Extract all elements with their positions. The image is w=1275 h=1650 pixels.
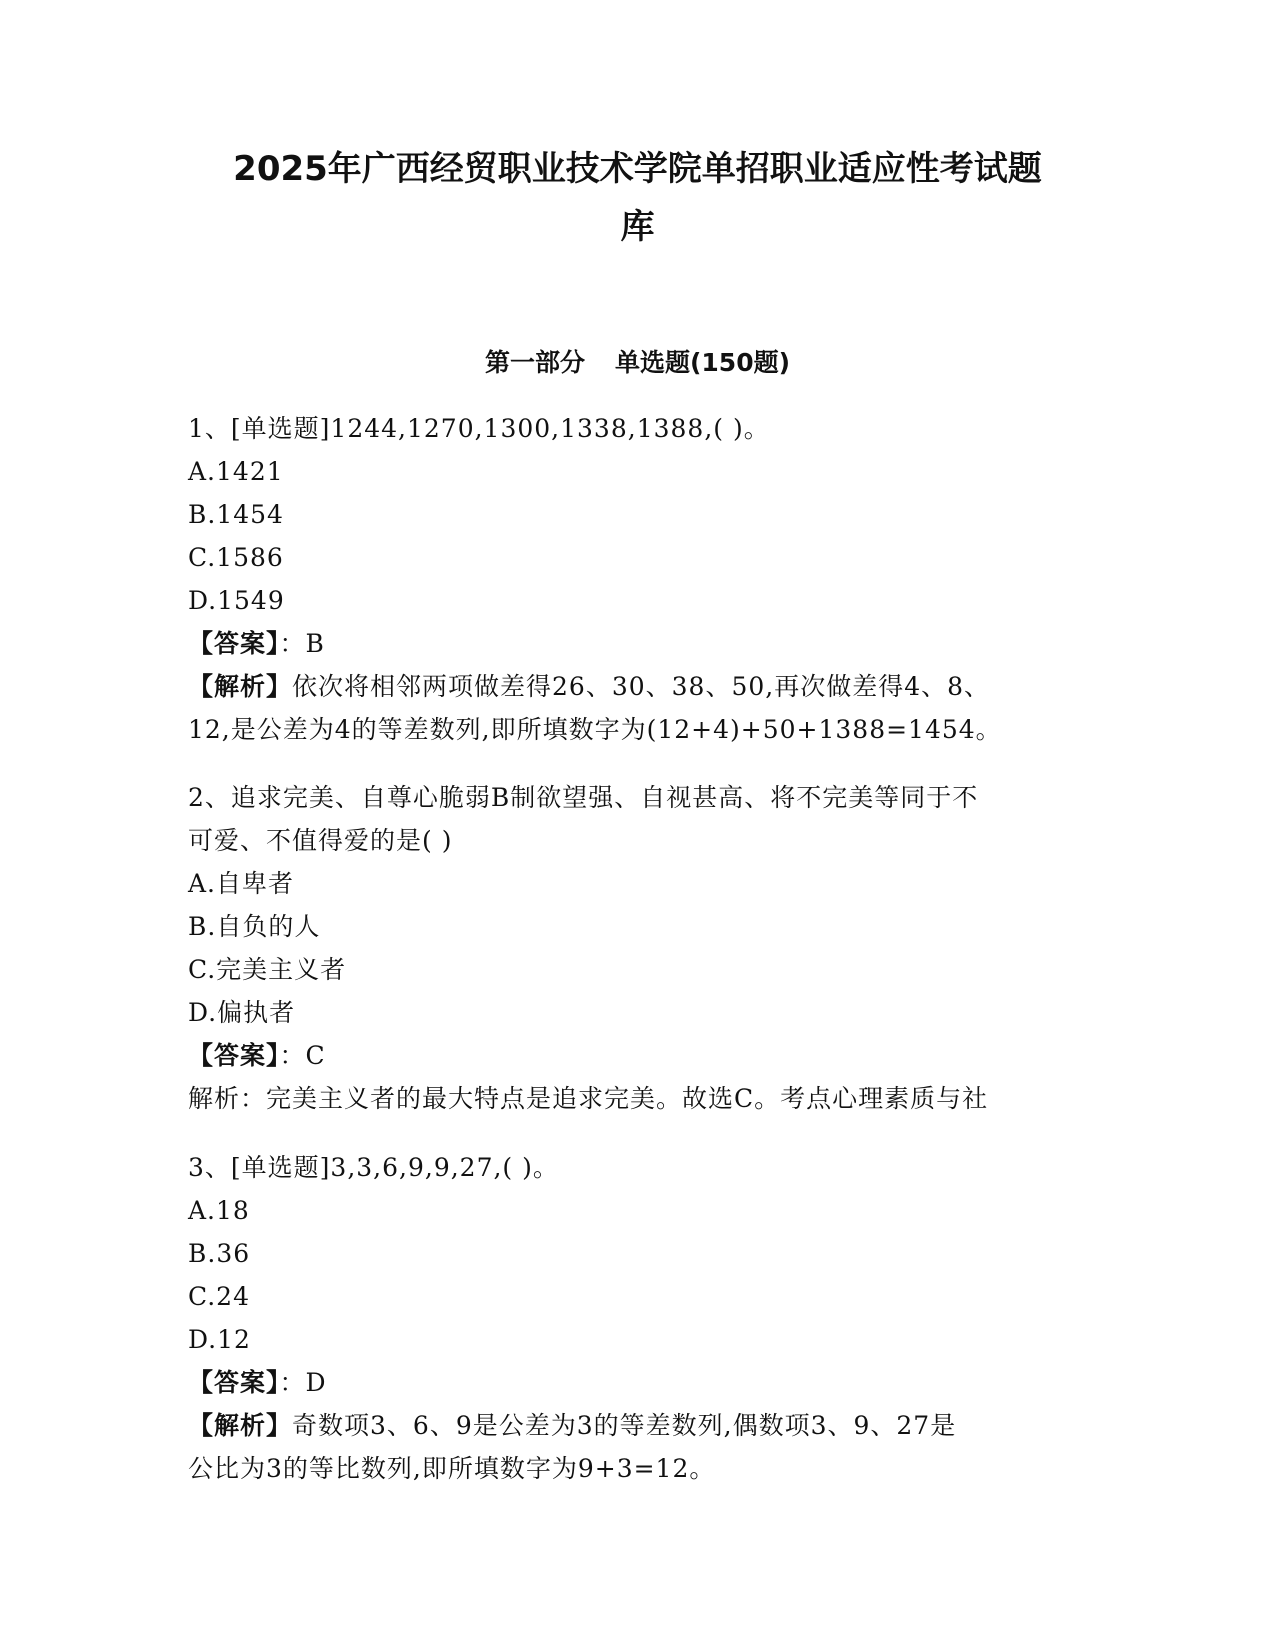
document-title-line-1: 2025年广西经贸职业技术学院单招职业适应性考试题 <box>233 149 1042 189</box>
question-1-option-d: D.1549 <box>188 586 285 615</box>
question-1-option-c: C.1586 <box>188 543 284 572</box>
question-3-stem: 3、[单选题]3,3,6,9,9,27,( )。 <box>188 1153 559 1182</box>
section-title-type: 单选题(150题) <box>614 348 791 377</box>
answer-value: ：C <box>279 1041 326 1070</box>
question-1-option-a: A.1421 <box>188 457 284 486</box>
question-1-analysis-line-1 <box>188 665 1088 708</box>
section-title-part: 第一部分 <box>484 348 585 377</box>
analysis-label: 【解析】 <box>188 672 293 701</box>
section-title <box>0 346 1275 380</box>
question-2-option-b: B.自负的人 <box>188 912 321 941</box>
question-1-analysis-line-2: 12,是公差为4的等差数列,即所填数字为(12+4)+50+1388=1454。 <box>188 715 1002 744</box>
question-2-answer <box>188 1034 1088 1077</box>
answer-value: ：B <box>279 629 325 658</box>
question-3-option-b: B.36 <box>188 1239 251 1268</box>
question-3-analysis-line-2: 公比为3的等比数列,即所填数字为9+3=12。 <box>188 1454 716 1483</box>
question-3 <box>188 1146 1088 1490</box>
answer-value: ：D <box>279 1368 327 1397</box>
question-1-answer <box>188 622 1088 665</box>
question-3-answer <box>188 1361 1088 1404</box>
question-2 <box>188 776 1088 1120</box>
question-3-option-d: D.12 <box>188 1325 251 1354</box>
question-2-option-a: A.自卑者 <box>188 869 295 898</box>
answer-label: 【答案】 <box>188 1041 280 1070</box>
question-2-analysis: 解析：完美主义者的最大特点是追求完美。故选C。考点心理素质与社 <box>188 1084 989 1113</box>
analysis-text: 奇数项3、6、9是公差为3的等差数列,偶数项3、9、27是 <box>292 1411 957 1440</box>
analysis-text: 依次将相邻两项做差得26、30、38、50,再次做差得4、8、 <box>292 672 991 701</box>
question-2-stem-line-1: 2、追求完美、自尊心脆弱B制欲望强、自视甚高、将不完美等同于不 <box>188 783 979 812</box>
question-1 <box>188 407 1088 751</box>
answer-label: 【答案】 <box>188 629 280 658</box>
question-3-option-c: C.24 <box>188 1282 250 1311</box>
question-2-option-d: D.偏执者 <box>188 998 296 1027</box>
question-3-analysis-line-1 <box>188 1404 1088 1447</box>
answer-label: 【答案】 <box>188 1368 280 1397</box>
question-3-option-a: A.18 <box>188 1196 250 1225</box>
question-2-option-c: C.完美主义者 <box>188 955 347 984</box>
document-title-line-2: 库 <box>620 207 655 247</box>
analysis-label: 【解析】 <box>188 1411 293 1440</box>
question-1-stem: 1、[单选题]1244,1270,1300,1338,1388,( )。 <box>188 414 770 443</box>
question-2-stem-line-2: 可爱、不值得爱的是( ) <box>188 826 453 855</box>
document-title <box>0 140 1275 256</box>
question-1-option-b: B.1454 <box>188 500 284 529</box>
